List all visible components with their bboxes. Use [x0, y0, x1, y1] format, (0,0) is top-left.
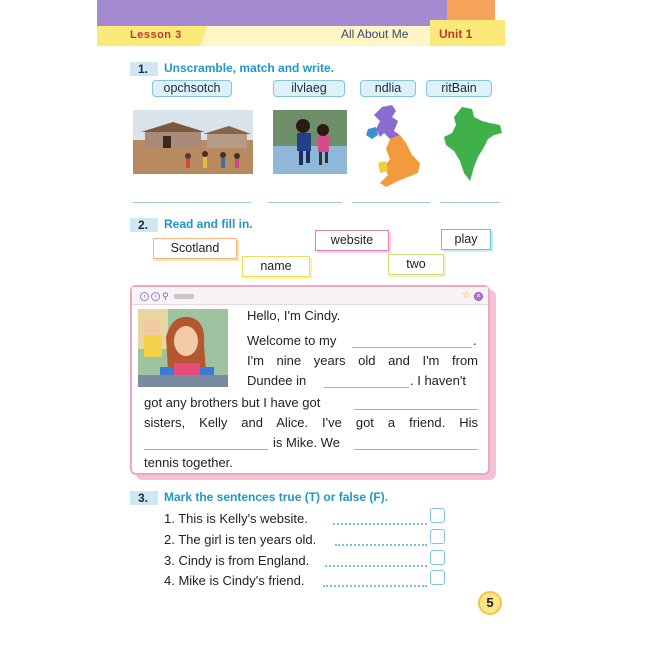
- ex3-instruction: Mark the sentences true (T) or false (F).: [164, 490, 389, 504]
- card-text-line-8: tennis together.: [144, 455, 233, 470]
- answer-line-1[interactable]: [133, 202, 251, 203]
- card-text-line-7: is Mike. We: [273, 435, 340, 450]
- blank-name[interactable]: [144, 449, 268, 450]
- card-text-line-3: I'm nine years old and I'm from: [247, 353, 478, 368]
- blank-website[interactable]: [352, 347, 472, 348]
- card-text-line-4a: Dundee in: [247, 373, 307, 388]
- address-bar: [174, 294, 194, 299]
- card-text-line-1: Hello, I'm Cindy.: [247, 308, 341, 323]
- tf-dots-4: [323, 585, 427, 587]
- india-map: [440, 105, 506, 183]
- blank-number[interactable]: [354, 409, 478, 410]
- search-icon: ⚲: [162, 291, 169, 301]
- word-box-website: website: [315, 230, 389, 251]
- ex2-number: 2.: [130, 218, 158, 232]
- page-number: 5: [478, 591, 502, 615]
- answer-line-2[interactable]: [268, 202, 342, 203]
- unit-title: All About Me: [341, 27, 409, 41]
- back-icon: ‹: [140, 292, 149, 301]
- star-icon: ☆: [462, 290, 471, 301]
- children-photo: [273, 110, 347, 174]
- scrambled-word-4: ritBain: [426, 80, 492, 97]
- card-text-line-4b: . I haven't: [410, 373, 466, 388]
- tf-sentence-2: 2. The girl is ten years old.: [164, 532, 317, 547]
- tf-dots-2: [335, 544, 427, 546]
- word-box-play: play: [441, 229, 491, 250]
- ex1-instruction: Unscramble, match and write.: [164, 61, 335, 75]
- word-box-name: name: [242, 256, 310, 277]
- britain-map: [362, 103, 424, 191]
- word-box-scotland: Scotland: [153, 238, 237, 259]
- lesson-label: Lesson 3: [130, 29, 182, 41]
- ex1-number: 1.: [130, 62, 158, 76]
- scrambled-word-1: opchsotch: [152, 80, 232, 97]
- forward-icon: ›: [151, 292, 160, 301]
- tf-sentence-3: 3. Cindy is from England.: [164, 553, 310, 568]
- tf-answer-box-1[interactable]: [430, 508, 445, 523]
- ex2-instruction: Read and fill in.: [164, 217, 253, 231]
- header-purple-band: [97, 0, 447, 26]
- answer-line-4[interactable]: [440, 202, 500, 203]
- tf-dots-1: [333, 523, 427, 525]
- scrambled-word-3: ndlia: [360, 80, 416, 97]
- scrambled-word-2: ilvlaeg: [273, 80, 345, 97]
- tf-dots-3: [325, 565, 427, 567]
- card-text-line-6: sisters, Kelly and Alice. I've got a friend. His: [144, 415, 478, 430]
- cindy-photo: [138, 309, 228, 387]
- card-text-line-2: Welcome to my: [247, 333, 337, 348]
- tf-answer-box-3[interactable]: [430, 550, 445, 565]
- village-photo: [133, 110, 253, 174]
- close-icon: ×: [474, 292, 483, 301]
- unit-label: Unit 1: [439, 27, 473, 41]
- answer-line-3[interactable]: [352, 202, 430, 203]
- header-orange-block: [447, 0, 495, 20]
- card-text-period: .: [473, 333, 477, 348]
- tf-answer-box-4[interactable]: [430, 570, 445, 585]
- blank-country[interactable]: [324, 387, 409, 388]
- tf-answer-box-2[interactable]: [430, 529, 445, 544]
- card-text-line-5: got any brothers but I have got: [144, 395, 321, 410]
- tf-sentence-4: 4. Mike is Cindy's friend.: [164, 573, 305, 588]
- word-box-two: two: [388, 254, 444, 275]
- tf-sentence-1: 1. This is Kelly's website.: [164, 511, 308, 526]
- ex3-number: 3.: [130, 491, 158, 505]
- blank-play[interactable]: [354, 449, 478, 450]
